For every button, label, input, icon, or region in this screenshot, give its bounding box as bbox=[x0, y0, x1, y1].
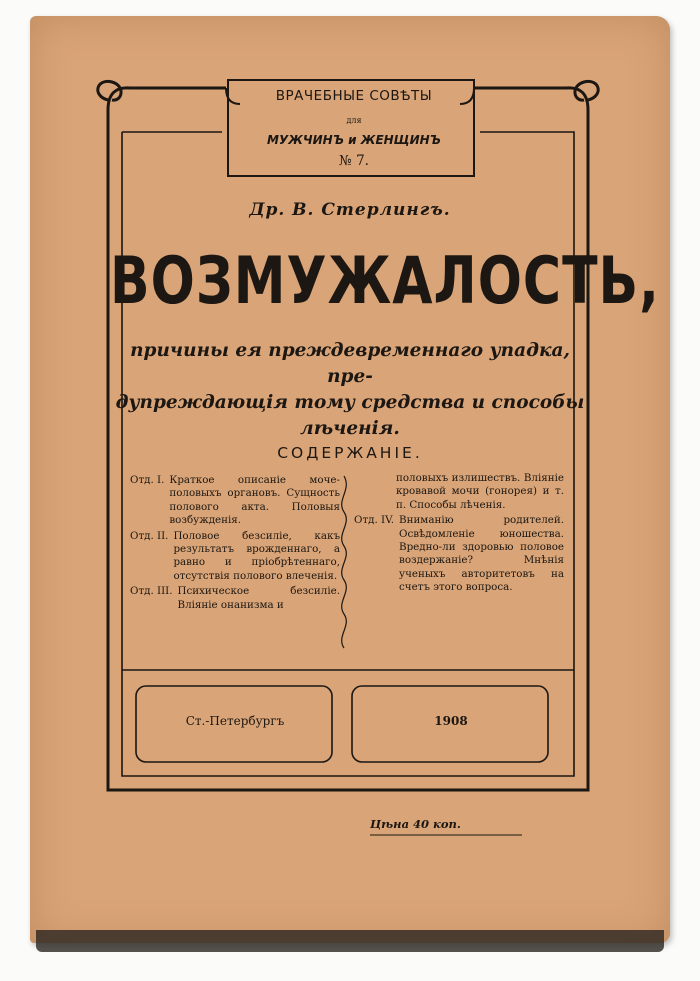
series-number: № 7. bbox=[339, 153, 369, 169]
entry-label: Отд. III. bbox=[130, 585, 173, 598]
entry-text: Краткое описаніе моче-половыхъ органовъ. Сущность полового акта. Половыя возбужденія. bbox=[169, 474, 340, 527]
series-audience: МУЖЧИНЪ и ЖЕНЩИНЪ bbox=[267, 133, 441, 147]
contents-entry bbox=[354, 514, 564, 594]
entry-text: Половое безсиліе, какъ результатъ врожденнаго, а равно и пріобрѣтеннаго, отсутствія полового влеченія. bbox=[173, 529, 340, 582]
series-for: для bbox=[346, 116, 362, 125]
contents-right-column bbox=[354, 472, 564, 597]
contents-left-column bbox=[130, 474, 340, 614]
contents-entry bbox=[130, 530, 340, 584]
entry-label: Отд. II. bbox=[130, 529, 169, 542]
contents-heading: СОДЕРЖАНІЕ. bbox=[277, 444, 423, 462]
book-title: ВОЗМУЖАЛОСТЬ, bbox=[110, 244, 660, 319]
subtitle-line-1: причины ея преждевременнаго упадка, пре- bbox=[130, 340, 570, 387]
imprint-city: Ст.-Петербургъ bbox=[185, 714, 285, 728]
contents-entry bbox=[130, 585, 340, 612]
series-title: ВРАЧЕБНЫЕ СОВѢТЫ bbox=[275, 88, 433, 104]
entry-label: Отд. I. bbox=[130, 474, 165, 486]
price-label: Цѣна 40 коп. bbox=[370, 817, 461, 831]
book-subtitle bbox=[110, 338, 590, 442]
subtitle-line-2: дупреждающія тому средства и способы bbox=[115, 392, 585, 413]
imprint-year: 1908 bbox=[434, 714, 468, 728]
author-name: Др. В. Стерлингъ. bbox=[249, 200, 451, 220]
entry-label: Отд. IV. bbox=[354, 514, 395, 527]
contents-entry bbox=[130, 474, 340, 528]
entry-text: Вниманію родителей. Освѣдомленіе юношества. Вредно-ли здоровью половое воздержаніе? Мнѣнія ученыхъ авторитетовъ на счетъ этого вопроса. bbox=[399, 514, 564, 594]
entry-text: Психическое безсиліе. Вліяніе онанизма и bbox=[177, 585, 340, 611]
entry-continuation: половыхъ излишествъ. Вліяніе кровавой мочи (гонорея) и т. п. Способы лѣченія. bbox=[396, 472, 564, 511]
subtitle-line-3: лѣченія. bbox=[300, 418, 400, 439]
